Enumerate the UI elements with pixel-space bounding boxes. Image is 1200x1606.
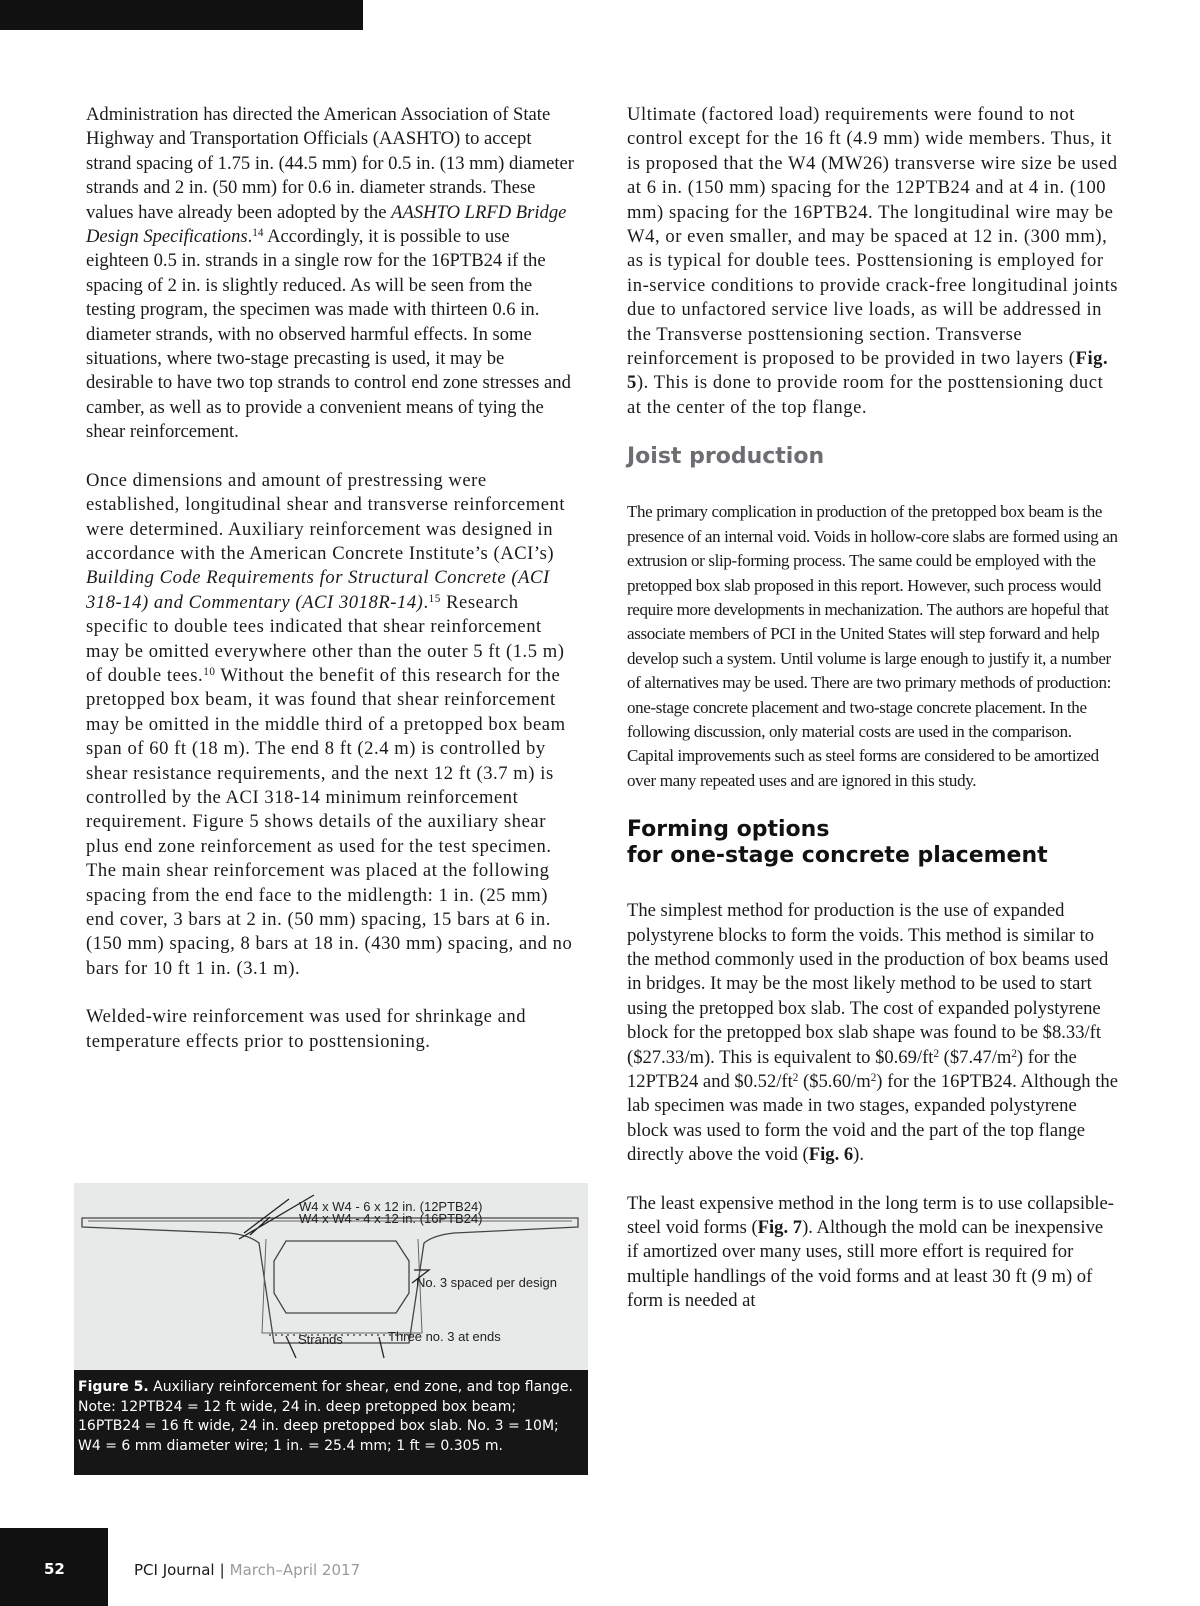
wire-label-12ptb24: W4 x W4 - 6 x 12 in. (12PTB24) — [299, 1199, 483, 1214]
right-column — [627, 103, 1119, 1338]
paragraph: The simplest method for production is the use of expanded polystyrene blocks to form the voids. This method is similar to the method commonly used in the production of box beams used in bridges. It may be the most likely method to be used to start using the pretopped box slab. The cost of expanded polystyrene block for the pretopped box slab shape was found to be $8.33/ft ($27.33/m). This is equivalent to $\$0.69/ft^2$ $(\$7.47/m^2)$ for the 12PTB24 and $\$0.52/ft^2$ $(\$5.60/m^2)$ for the 16PTB24. Although the lab specimen was made in two stages, expanded polystyrene block was used to form the void and the part of the top flange directly above the void (Fig. 6). — [627, 900, 1118, 1166]
paragraph: Ultimate (factored load) requirements were found to not control except for the 16 ft (4.9 mm) wide members. Thus, it is proposed that the W4 (MW26) transverse wire size be used at 6 in. (150 mm) spacing for the 12PTB24 and at 4 in. (100 mm) spacing for the 16PTB24. The longitudinal wire may be W4, or even smaller, and may be spaced at 12 in. (300 mm), as is typical for double tees. Posttensioning is employed for in-service conditions to provide crack-free longitudinal joints due to unfactored service live loads, as will be addressed in the Transverse posttensioning section. Transverse reinforcement is proposed to be provided in two layers (Fig. 5). This is done to provide room for the posttensioning duct at the center of the top flange. — [627, 104, 1119, 418]
paragraph: Welded-wire reinforcement was used for shrinkage and temperature effects prior to posttensioning. — [86, 1006, 527, 1052]
no3-label: No. 3 spaced per design — [416, 1275, 557, 1290]
section-heading: Joist production — [627, 444, 825, 470]
left-column — [86, 103, 576, 1078]
figure-5 — [74, 1183, 588, 1475]
wire-label-16ptb24: W4 x W4 - 4 x 12 in. (16PTB24) — [299, 1211, 483, 1226]
reference-marker: 15 — [428, 592, 441, 605]
strands-label: Strands — [298, 1332, 343, 1347]
figure-reference: Fig. 7 — [757, 1217, 803, 1239]
reference-marker: 14 — [252, 226, 264, 239]
box-beam-section-drawing — [74, 1183, 588, 1370]
figure-caption-text: Auxiliary reinforcement for shear, end zone, and top flange. Note: 12PTB24 = 12 ft wide, 24 in. deep pretopped box beam; 16PTB24 = 16 ft wide, 24 in. deep pretopped box slab. No. 3 = 10M; W4 = 6 mm diameter wire; 1 in. = 25.4 mm; 1 ft = 0.305 m. — [78, 1379, 573, 1454]
figure-reference: Fig. 5 — [627, 348, 1109, 394]
figure-reference: Fig. 6 — [808, 1144, 854, 1166]
header-bar — [0, 0, 363, 30]
reference-marker: 10 — [203, 665, 216, 678]
issue-date: March–April 2017 — [229, 1561, 361, 1579]
page-number: 52 — [44, 1560, 65, 1578]
paragraph: The primary complication in production of the pretopped box beam is the presence of an internal void. Voids in hollow-core slabs are formed using an extrusion or slip-forming process. The same could be employed with the pretopped box slab proposed in this report. However, such process would require more developments in mechanization. The authors are hopeful that associate members of PCI in the United States will step forward and help develop such a system. Until volume is large enough to justify it, a number of alternatives may be used. There are two primary methods of production: one-stage concrete placement and two-stage concrete placement. In the following discussion, only material costs are used in the comparison. Capital improvements such as steel forms are considered to be amortized over many repeated uses and are ignored in this study. — [627, 502, 1118, 790]
citation-title: AASHTO LRFD Bridge Design Specifications — [86, 201, 567, 248]
footer-separator: | — [219, 1561, 225, 1579]
citation-title: Building Code Requirements for Structural Concrete (ACI 318-14) and Commentary (ACI 3018R-14) — [86, 567, 550, 613]
footer-journal — [134, 1561, 360, 1579]
figure-drawing — [74, 1183, 588, 1370]
paragraph: The least expensive method in the long term is to use collapsible-steel void forms (Fig. 7). Although the mold can be inexpensive if amortized over many uses, still more effort is required for multiple handlings of the void forms and at least 30 ft (9 m) of form is needed at — [627, 1192, 1114, 1312]
section-heading: Forming options for one-stage concrete placement — [627, 817, 1048, 869]
figure-caption-label: Figure 5. — [78, 1379, 149, 1395]
end-bars-label: Three no. 3 at ends — [388, 1329, 501, 1344]
paragraph: Administration has directed the American Association of State Highway and Transportation Officials (AASHTO) to accept strand spacing of 1.75 in. (44.5 mm) for 0.5 in. (13 mm) diameter strands and 2 in. (50 mm) for 0.6 in. diameter strands. These values have already been adopted by the AASHTO LRFD Bridge Design Specifications.$^{14}$ Accordingly, it is possible to use eighteen 0.5 in. strands in a single row for the 16PTB24 if the spacing of 2 in. is slightly reduced. As will be seen from the testing program, the specimen was made with thirteen 0.6 in. diameter strands, with no observed harmful effects. In some situations, where two-stage precasting is used, it may be desirable to have two top strands to control end zone stresses and camber, as well as to provide a convenient means of tying the shear reinforcement. — [86, 104, 574, 443]
journal-name: PCI Journal — [134, 1561, 215, 1579]
figure-caption — [74, 1370, 588, 1475]
paragraph: Once dimensions and amount of prestressing were established, longitudinal shear and transverse reinforcement were determined. Auxiliary reinforcement was designed in accordance with the American Concrete Institute’s (ACI’s) Building Code Requirements for Structural Concrete (ACI 318-14) and Commentary (ACI 3018R-14).$^{15}$ Research specific to double tees indicated that shear reinforcement may be omitted everywhere other than the outer 5 ft (1.5 m) of double tees.$^{10}$ Without the benefit of this research for the pretopped box beam, it was found that shear reinforcement may be omitted in the middle third of a pretopped box beam span of 60 ft (18 m). The end 8 ft (2.4 m) is controlled by shear resistance requirements, and the next 12 ft (3.7 m) is controlled by the ACI 318-14 minimum reinforcement requirement. Figure 5 shows details of the auxiliary shear plus end zone reinforcement as used for the test specimen. The main shear reinforcement was placed at the following spacing from the end face to the midlength: 1 in. (25 mm) end cover, 3 bars at 2 in. (50 mm) spacing, 15 bars at 6 in. (150 mm) spacing, 8 bars at 18 in. (430 mm) spacing, and no bars for 10 ft 1 in. (3.1 m). — [86, 469, 573, 979]
